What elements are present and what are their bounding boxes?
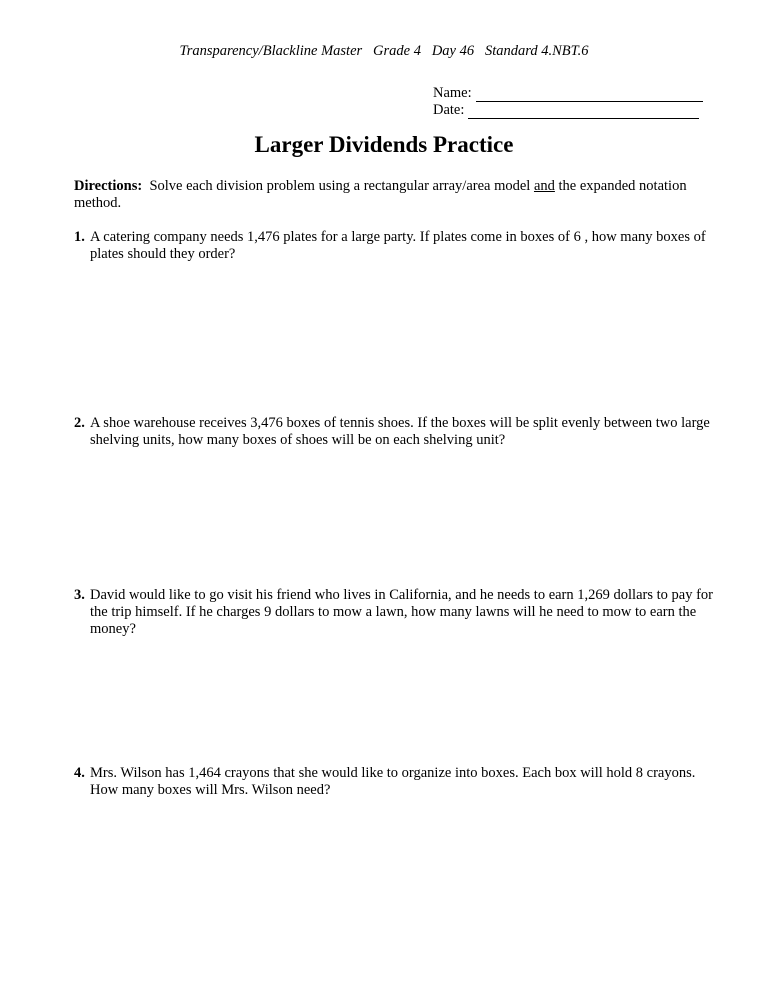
problem-number: 4. [74,765,85,781]
name-label: Name: [433,85,472,101]
date-field-line[interactable] [468,105,699,119]
directions [74,178,704,212]
problem-text: David would like to go visit his friend who lives in California, and he needs to earn 1,269 dollars to pay for the trip himself. If he charges 9 dollars to mow a lawn, how many lawns will he need to mow to earn the money? [90,587,713,637]
problem-text: A shoe warehouse receives 3,476 boxes of tennis shoes. If the boxes will be split evenly between two large shelving units, how many boxes of shoes will be on each shelving unit? [90,415,710,448]
problem-number: 1. [74,229,85,245]
name-field-line[interactable] [476,88,703,102]
problem-1 [74,229,714,263]
problem-text: Mrs. Wilson has 1,464 crayons that she would like to organize into boxes. Each box will hold 8 crayons. How many boxes will Mrs. Wilson need? [90,765,696,798]
page-header: Transparency/Blackline Master Grade 4 Day 46 Standard 4.NBT.6 [179,43,589,59]
page-title: Larger Dividends Practice [254,132,514,157]
problem-2 [74,415,714,449]
directions-underlined-word: and [533,178,555,194]
problem-3 [74,587,714,638]
date-label: Date: [433,102,465,118]
directions-text-after: the expanded notation method. [74,178,687,211]
problem-4 [74,765,714,799]
directions-text-before: Solve each division problem using a rectangular array/area model [142,178,534,194]
date-row [433,102,703,119]
problem-number: 3. [74,587,85,603]
directions-label: Directions: [74,178,143,194]
name-row [433,85,703,102]
problem-number: 2. [74,415,85,431]
name-date-block [433,85,703,119]
problem-text: A catering company needs 1,476 plates for a large party. If plates come in boxes of 6 , how many boxes of plates should they order? [90,229,706,262]
